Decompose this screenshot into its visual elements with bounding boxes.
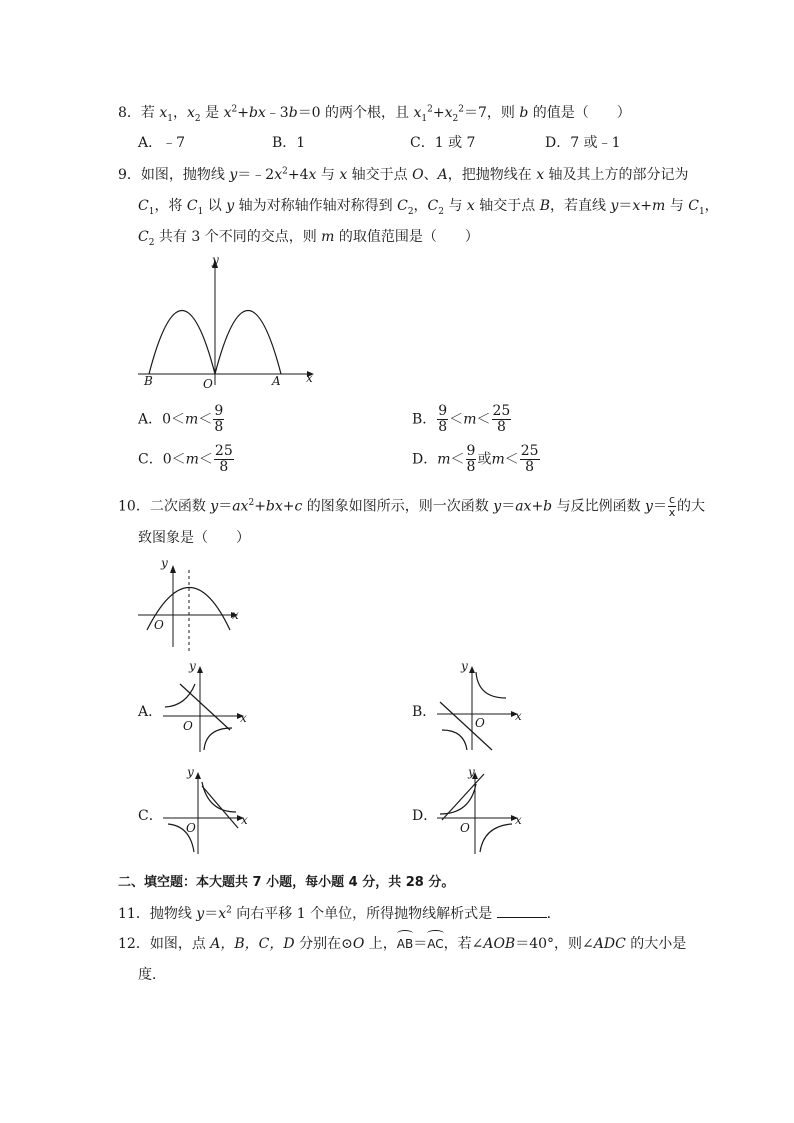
svg-text:O: O	[475, 716, 485, 730]
q10-option-a-graph[interactable]	[158, 659, 253, 757]
q10-x-label: x	[232, 608, 239, 622]
q10-option-d-graph[interactable]	[432, 766, 527, 861]
q10-y-label: y	[161, 556, 168, 570]
svg-text:y: y	[187, 765, 194, 779]
q12-stem-line1: 12．如图，点 A，B，C，D 分别在⊙O 上，AB＝AC，若∠AOB＝40°，则∠ADC 的大小是	[118, 936, 687, 952]
svg-text:x: x	[515, 813, 522, 827]
q9-option-b[interactable]: B． $\frac{9}{8}$ ＜m＜ $\frac{25}{8}$	[412, 403, 511, 435]
q8-option-a[interactable]: A．﹣7	[138, 135, 186, 151]
q11-stem: 11．抛物线 $y=x^2$ 向右平移 1 个单位，所得抛物线解析式是 ．	[118, 903, 561, 924]
svg-text:x: x	[241, 813, 248, 827]
q9-option-c[interactable]: C．0＜m＜ $\frac{25}{8}$	[138, 443, 233, 475]
svg-text:O: O	[186, 821, 196, 835]
q10-option-c[interactable]: C．	[138, 808, 163, 824]
q9-stem-line2: $C_1$，将 $C_1$ 以 y 轴为对称轴作轴对称得到 $C_2$，$C_2$ 与 x 轴交于点 B，若直线 y＝x+m 与 $C_1$，	[138, 198, 719, 217]
q9-point-a-label: A	[272, 374, 281, 388]
q10-stem-line1: 10．二次函数 $y=ax^2+bx+c$ 的图象如图所示，则一次函数 y＝ax+b 与反比例函数 y＝ $\frac{c}{x}$ 的大	[118, 493, 706, 519]
svg-text:y: y	[189, 659, 196, 673]
q12-stem-line2: 度．	[138, 967, 166, 983]
q10-stem-line2: 致图象是（ ）	[138, 530, 250, 546]
q9-x-label: x	[306, 371, 313, 385]
q10-option-d[interactable]: D．	[412, 808, 438, 824]
q10-option-b[interactable]: B．	[412, 704, 437, 720]
q10-option-c-graph[interactable]	[158, 766, 253, 861]
q10-origin-label: O	[154, 618, 164, 632]
q11-answer-blank[interactable]	[497, 903, 547, 918]
q9-point-b-label: B	[144, 374, 153, 388]
q10-option-b-graph[interactable]	[432, 659, 527, 757]
q9-option-a[interactable]: A．0＜m＜ $\frac{9}{8}$	[138, 403, 224, 435]
q8-stem: 8．若 $x_1$，$x_2$ 是 $x^2+bx﹣3b=0$ 的两个根，且 $x_1^2+x_2^2=7$，则 b 的值是（ ）	[118, 104, 631, 124]
svg-text:x: x	[240, 711, 247, 725]
q8-option-b[interactable]: B．1	[272, 135, 306, 151]
q9-stem-line1: 9．如图，抛物线 $y=﹣2x^2+4x$ 与 x 轴交于点 O、A，把抛物线在 x 轴及其上方的部分记为	[118, 166, 689, 183]
svg-text:y: y	[468, 765, 475, 779]
q9-y-label: y	[212, 253, 219, 267]
q8-option-c[interactable]: C．1 或 7	[410, 135, 476, 151]
svg-text:x: x	[515, 709, 522, 723]
q9-curve-c2	[149, 311, 215, 375]
q9-origin-label: O	[203, 377, 213, 391]
q10-option-a[interactable]: A．	[138, 704, 163, 720]
section-2-heading: 二、填空题：本大题共 7 小题，每小题 4 分，共 28 分。	[118, 875, 455, 890]
q9-stem-line3: $C_2$ 共有 3 个不同的交点，则 m 的取值范围是（ ）	[138, 229, 479, 248]
svg-text:O: O	[183, 719, 193, 733]
q9-option-d[interactable]: D．m＜ $\frac{9}{8}$ 或m＜ $\frac{25}{8}$	[412, 443, 539, 475]
q10-quadratic-graph	[135, 555, 250, 655]
q9-curve-c1	[215, 311, 281, 375]
q8-option-d[interactable]: D．7 或﹣1	[545, 135, 621, 151]
svg-text:y: y	[461, 659, 468, 673]
svg-text:O: O	[460, 821, 470, 835]
q9-parabola-graph	[135, 252, 320, 392]
